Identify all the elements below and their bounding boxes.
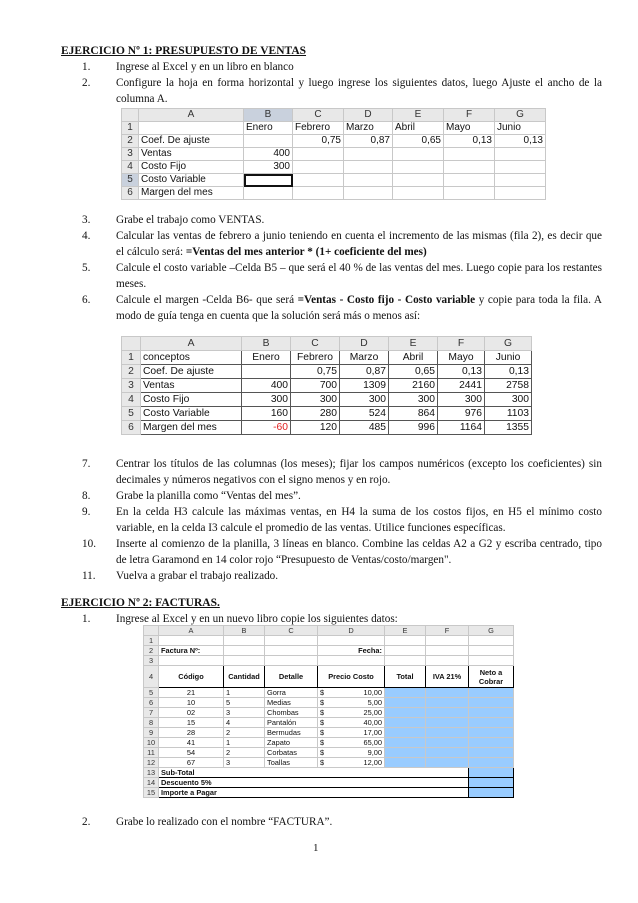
table-cell: Bermudas (265, 728, 318, 738)
ex1-step-4: 4. Calcular las ventas de febrero a junio teniendo en cuenta el incremento de las mismas (fila 2), es decir que el cálculo será: =Ventas del mes anterior * (1+ coeficiente del mes) (82, 230, 602, 258)
sheet1-row (122, 122, 546, 135)
sheet3-item-row (144, 738, 514, 748)
ex2-step-2: 2. Grabe lo realizado con el nombre “FACTURA”. (82, 816, 333, 828)
table-cell (344, 161, 393, 174)
table-cell: 3 (122, 148, 139, 161)
table-cell: E (393, 109, 444, 122)
table-cell: B (244, 109, 293, 122)
table-cell: D (340, 337, 389, 351)
table-cell (444, 161, 495, 174)
table-cell: 1 (224, 688, 265, 698)
table-cell: Coef. De ajuste (141, 365, 242, 379)
table-cell: 0,13 (438, 365, 485, 379)
table-cell: 3 (224, 758, 265, 768)
selected-cell-b5[interactable] (244, 174, 293, 187)
table-cell: 2 (224, 728, 265, 738)
ex1-step-1: 1. Ingrese al Excel y en un libro en blanco (82, 61, 294, 73)
table-cell: 3 (122, 379, 141, 393)
table-cell: Corbatas (265, 748, 318, 758)
table-cell: G (495, 109, 546, 122)
sheet2-row (122, 379, 532, 393)
table-cell: 4 (224, 718, 265, 728)
table-cell (244, 187, 293, 200)
ex1-step-11: 11. Vuelva a grabar el trabajo realizado. (82, 570, 279, 582)
table-cell (385, 758, 426, 768)
table-cell (495, 187, 546, 200)
table-cell: 2 (224, 748, 265, 758)
table-cell: Código (159, 666, 224, 688)
table-cell: 9 (144, 728, 159, 738)
table-cell: 1 (122, 122, 139, 135)
table-cell (495, 148, 546, 161)
table-cell (469, 718, 514, 728)
table-cell (344, 187, 393, 200)
table-cell (159, 656, 224, 666)
sheet1-row (122, 135, 546, 148)
table-cell: 12 (144, 758, 159, 768)
table-cell (139, 122, 244, 135)
table-cell: Febrero (293, 122, 344, 135)
table-cell (426, 636, 469, 646)
table-cell: Toallas (265, 758, 318, 768)
table-cell: 1355 (485, 421, 532, 435)
table-cell (293, 174, 344, 187)
table-cell: Mayo (444, 122, 495, 135)
table-cell: 21 (159, 688, 224, 698)
table-cell: E (385, 626, 426, 636)
table-cell (426, 738, 469, 748)
table-cell: D (344, 109, 393, 122)
sheet2-row (122, 421, 532, 435)
table-cell: 0,75 (291, 365, 340, 379)
table-cell (385, 646, 426, 656)
table-cell (426, 688, 469, 698)
sheet3-header-row (144, 666, 514, 688)
ex2-step-1: 1. Ingrese al Excel y en un nuevo libro copie los siguientes datos: (82, 613, 398, 625)
table-cell: 996 (389, 421, 438, 435)
table-cell (469, 778, 514, 788)
table-cell (385, 636, 426, 646)
table-cell (265, 646, 318, 656)
table-cell (293, 187, 344, 200)
table-cell: F (426, 626, 469, 636)
sheet3-total-row (144, 788, 514, 798)
table-cell: Marzo (340, 351, 389, 365)
table-cell (344, 174, 393, 187)
table-cell: D (318, 626, 385, 636)
table-cell: 1 (224, 738, 265, 748)
sheet3-item-row (144, 708, 514, 718)
table-cell (495, 161, 546, 174)
table-cell: Enero (242, 351, 291, 365)
table-cell (393, 187, 444, 200)
table-cell: 2 (122, 365, 141, 379)
table-cell: C (265, 626, 318, 636)
sheet1-grid (121, 108, 546, 200)
table-cell: 864 (389, 407, 438, 421)
table-cell (385, 728, 426, 738)
table-cell: 3 (224, 708, 265, 718)
table-cell: 700 (291, 379, 340, 393)
table-cell (344, 148, 393, 161)
table-cell: Marzo (344, 122, 393, 135)
ex1-step-2: 2. Configure la hoja en forma horizontal y luego ingrese los siguientes datos, luego Ajuste el ancho de la columna A. (82, 77, 602, 105)
table-cell: 1309 (340, 379, 389, 393)
table-cell: Gorra (265, 688, 318, 698)
table-cell: 0,87 (344, 135, 393, 148)
table-cell: $ 40,00 (318, 718, 385, 728)
sheet2-row (122, 365, 532, 379)
sheet3-total-row (144, 778, 514, 788)
table-cell: Costo Fijo (139, 161, 244, 174)
fecha-label: Fecha: (318, 646, 385, 656)
table-cell (495, 174, 546, 187)
table-cell: 5 (224, 698, 265, 708)
sheet1-row (122, 187, 546, 200)
table-cell: Costo Fijo (141, 393, 242, 407)
table-cell: 976 (438, 407, 485, 421)
table-cell: 7 (144, 708, 159, 718)
table-cell: Cantidad (224, 666, 265, 688)
table-cell (444, 148, 495, 161)
table-cell (469, 758, 514, 768)
table-cell (426, 698, 469, 708)
ex1-step-10: 10. Inserte al comienzo de la planilla, 3 líneas en blanco. Combine las celdas A2 a G2 y escriba centrado, tipo de letra Garamond en 14 color rojo “Presupuesto de Ventas/costo/margen". (82, 538, 602, 566)
table-cell: 0,87 (340, 365, 389, 379)
table-cell: 67 (159, 758, 224, 768)
table-cell: 300 (244, 161, 293, 174)
table-cell (426, 656, 469, 666)
table-cell: F (444, 109, 495, 122)
table-cell (469, 636, 514, 646)
table-cell: 0,65 (389, 365, 438, 379)
table-cell: 41 (159, 738, 224, 748)
sheet3-total-row (144, 768, 514, 778)
table-cell: Zapato (265, 738, 318, 748)
table-cell (385, 656, 426, 666)
table-cell (318, 636, 385, 646)
table-cell (393, 174, 444, 187)
table-cell: 10 (159, 698, 224, 708)
table-cell: Costo Variable (139, 174, 244, 187)
table-cell: 5 (144, 688, 159, 698)
ex1-step-3: 3. Grabe el trabajo como VENTAS. (82, 214, 265, 226)
table-cell: Febrero (291, 351, 340, 365)
table-cell (469, 646, 514, 656)
table-cell (393, 161, 444, 174)
sheet2-grid (121, 336, 532, 435)
sheet2-column-headers (122, 337, 532, 351)
sheet1-column-headers (122, 109, 546, 122)
table-cell: Costo Variable (141, 407, 242, 421)
table-cell: Detalle (265, 666, 318, 688)
table-cell: 6 (122, 421, 141, 435)
table-cell: 120 (291, 421, 340, 435)
table-cell: 6 (122, 187, 139, 200)
table-cell (426, 708, 469, 718)
table-cell: 02 (159, 708, 224, 718)
sheet3-item-row (144, 758, 514, 768)
table-cell: A (159, 626, 224, 636)
ex1-step-9: 9. En la celda H3 calcule las máximas ventas, en H4 la suma de los costos fijos, en H5 el mínimo costo variable, en la celda I3 calcule el promedio de las ventas. Utilice funciones específicas. (82, 506, 602, 534)
ex2-title: EJERCICIO Nº 2: FACTURAS. (61, 597, 220, 609)
table-cell: Precio Costo (318, 666, 385, 688)
factura-label: Factura Nº: (159, 646, 224, 656)
table-cell (385, 718, 426, 728)
table-cell: 300 (389, 393, 438, 407)
table-cell (385, 708, 426, 718)
sheet3-item-row (144, 748, 514, 758)
table-cell: 300 (485, 393, 532, 407)
table-cell: 400 (244, 148, 293, 161)
table-cell (469, 708, 514, 718)
table-cell: G (485, 337, 532, 351)
table-cell: $ 9,00 (318, 748, 385, 758)
table-cell: B (224, 626, 265, 636)
table-cell: Sub-Total (159, 768, 469, 778)
table-cell (265, 636, 318, 646)
sheet1-row (122, 148, 546, 161)
table-cell (469, 728, 514, 738)
table-cell: 5 (122, 407, 141, 421)
table-cell: 13 (144, 768, 159, 778)
table-cell: Ventas (139, 148, 244, 161)
table-cell: 0,13 (495, 135, 546, 148)
table-cell (293, 161, 344, 174)
table-cell: C (291, 337, 340, 351)
table-cell: 0,13 (485, 365, 532, 379)
table-cell (385, 738, 426, 748)
table-cell: -60 (242, 421, 291, 435)
table-cell: 300 (340, 393, 389, 407)
ex1-step-6: 6. Calcule el margen -Celda B6- que será =Ventas - Costo fijo - Costo variable y copie para toda la fila. A modo de guía tenga en cuenta que la solución será más o menos así: (82, 294, 602, 322)
table-cell: Coef. De ajuste (139, 135, 244, 148)
table-cell: 10 (144, 738, 159, 748)
table-cell: A (139, 109, 244, 122)
table-cell: $ 17,00 (318, 728, 385, 738)
sheet2-row (122, 407, 532, 421)
page-number: 1 (313, 842, 319, 854)
table-cell: Enero (244, 122, 293, 135)
table-cell: 28 (159, 728, 224, 738)
table-cell (426, 718, 469, 728)
table-cell: $ 10,00 (318, 688, 385, 698)
table-cell: 485 (340, 421, 389, 435)
table-cell (265, 656, 318, 666)
table-cell (469, 738, 514, 748)
table-cell: 2160 (389, 379, 438, 393)
table-cell: Total (385, 666, 426, 688)
table-cell: A (141, 337, 242, 351)
table-cell: IVA 21% (426, 666, 469, 688)
table-cell: 1103 (485, 407, 532, 421)
table-cell: 524 (340, 407, 389, 421)
sheet3-item-row (144, 718, 514, 728)
table-cell: G (469, 626, 514, 636)
table-cell: 6 (144, 698, 159, 708)
table-cell: 2758 (485, 379, 532, 393)
table-cell: Junio (485, 351, 532, 365)
table-cell: $ 25,00 (318, 708, 385, 718)
table-cell: 300 (242, 393, 291, 407)
table-cell (224, 636, 265, 646)
table-cell (244, 135, 293, 148)
sheet2-row (122, 351, 532, 365)
table-cell: 300 (291, 393, 340, 407)
table-cell: Pantalón (265, 718, 318, 728)
table-cell (426, 748, 469, 758)
table-cell (224, 646, 265, 656)
table-cell: 300 (438, 393, 485, 407)
table-cell: $ 65,00 (318, 738, 385, 748)
table-cell: 4 (144, 666, 159, 688)
table-cell (426, 646, 469, 656)
sheet3-column-headers (144, 626, 514, 636)
table-cell (469, 688, 514, 698)
table-cell: Descuento 5% (159, 778, 469, 788)
table-cell: 2 (122, 135, 139, 148)
table-cell: Ventas (141, 379, 242, 393)
table-cell: 8 (144, 718, 159, 728)
sheet3-item-row (144, 698, 514, 708)
table-cell: 2441 (438, 379, 485, 393)
table-cell: Importe a Pagar (159, 788, 469, 798)
table-cell: B (242, 337, 291, 351)
table-cell: 0,65 (393, 135, 444, 148)
table-cell (122, 337, 141, 351)
table-cell (293, 148, 344, 161)
table-cell: 4 (122, 161, 139, 174)
table-cell (242, 365, 291, 379)
ex1-title: EJERCICIO Nº 1: PRESUPUESTO DE VENTAS (61, 45, 307, 57)
table-cell: Abril (393, 122, 444, 135)
table-cell: Junio (495, 122, 546, 135)
sheet3-grid (143, 625, 514, 798)
table-cell (122, 109, 139, 122)
table-cell (469, 788, 514, 798)
table-cell: 2 (144, 646, 159, 656)
table-cell: C (293, 109, 344, 122)
sheet1-row (122, 161, 546, 174)
table-cell: 0,13 (444, 135, 495, 148)
table-cell (426, 728, 469, 738)
table-cell: Neto a Cobrar (469, 666, 514, 688)
table-cell: E (389, 337, 438, 351)
table-cell (469, 748, 514, 758)
ex1-step-7: 7. Centrar los títulos de las columnas (los meses); fijar los campos numéricos (excepto los coeficientes) sin decimales y números negativos con el signo menos y en rojo. (82, 458, 602, 486)
table-cell (469, 698, 514, 708)
table-cell: 1 (144, 636, 159, 646)
table-cell: conceptos (141, 351, 242, 365)
table-cell: 5 (122, 174, 139, 187)
ex1-step-8: 8. Grabe la planilla como “Ventas del mes”. (82, 490, 301, 502)
sheet2-row (122, 393, 532, 407)
table-cell (444, 187, 495, 200)
table-cell: 1164 (438, 421, 485, 435)
table-cell: 3 (144, 656, 159, 666)
table-cell (318, 656, 385, 666)
table-cell: Margen del mes (139, 187, 244, 200)
sheet1-row (122, 174, 546, 187)
table-cell: $ 12,00 (318, 758, 385, 768)
table-cell (393, 148, 444, 161)
table-cell: 14 (144, 778, 159, 788)
sheet3-item-row (144, 688, 514, 698)
table-cell: 11 (144, 748, 159, 758)
table-cell: 160 (242, 407, 291, 421)
table-cell: 0,75 (293, 135, 344, 148)
table-cell (469, 656, 514, 666)
table-cell: 15 (144, 788, 159, 798)
sheet3-item-row (144, 728, 514, 738)
table-cell: Mayo (438, 351, 485, 365)
table-cell (444, 174, 495, 187)
table-cell: 15 (159, 718, 224, 728)
table-cell: Medias (265, 698, 318, 708)
table-cell: 1 (122, 351, 141, 365)
table-cell: Margen del mes (141, 421, 242, 435)
table-cell (426, 758, 469, 768)
table-cell (159, 636, 224, 646)
table-cell (385, 698, 426, 708)
table-cell: 54 (159, 748, 224, 758)
table-cell (224, 656, 265, 666)
table-cell: 280 (291, 407, 340, 421)
table-cell (469, 768, 514, 778)
table-cell: F (438, 337, 485, 351)
table-cell: Abril (389, 351, 438, 365)
table-cell: Chombas (265, 708, 318, 718)
table-cell (385, 688, 426, 698)
table-cell: 4 (122, 393, 141, 407)
ex1-step-5: 5. Calcule el costo variable –Celda B5 – que será el 40 % de las ventas del mes. Luego copie para los restantes meses. (82, 262, 602, 290)
table-cell (385, 748, 426, 758)
table-cell: $ 5,00 (318, 698, 385, 708)
table-cell: 400 (242, 379, 291, 393)
table-cell (144, 626, 159, 636)
